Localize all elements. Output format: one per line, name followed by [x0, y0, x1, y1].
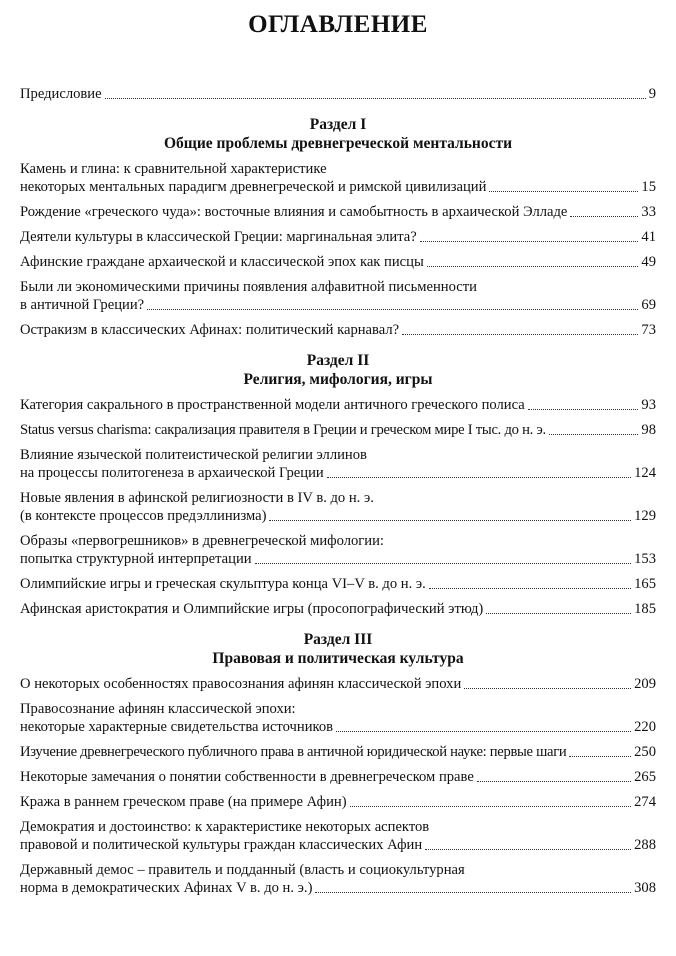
toc-entry[interactable] — [20, 278, 656, 314]
entry-line: Были ли экономическими причины появления алфавитной письменности — [20, 279, 477, 295]
section-subtitle: Религия, мифология, игры — [243, 371, 433, 388]
entry-line: Правосознание афинян классической эпохи: — [20, 701, 296, 717]
toc-entry[interactable] — [20, 446, 656, 482]
leader-dots — [569, 756, 631, 757]
section-subtitle: Общие проблемы древнегреческой ментальности — [163, 135, 513, 152]
entry-line: норма в демократических Афинах V в. до н. э.) — [20, 880, 313, 896]
page-number: 41 — [641, 229, 656, 245]
page-number: 265 — [634, 769, 656, 785]
entry-line: Кража в раннем греческом праве (на примере Афин) — [20, 794, 347, 810]
leader-dots — [147, 309, 638, 310]
leader-dots — [528, 409, 639, 410]
page-number: 49 — [641, 254, 656, 270]
entry-line: некоторых ментальных парадигм древнегреческой и римской цивилизаций — [20, 179, 487, 195]
section-heading: Раздел II — [306, 352, 370, 369]
toc-entry[interactable] — [20, 793, 656, 811]
leader-dots — [315, 892, 631, 893]
page-number: 93 — [641, 397, 656, 413]
leader-dots — [549, 434, 639, 435]
entry-line: Образы «первогрешников» в древнегреческой мифологии: — [20, 533, 384, 549]
page-number: 250 — [634, 744, 656, 760]
section-subtitle: Правовая и политическая культура — [212, 650, 464, 667]
toc-entry[interactable] — [20, 575, 656, 593]
entry-line: Афинские граждане архаической и классической эпох как писцы — [20, 254, 424, 270]
toc-entry[interactable] — [20, 489, 656, 525]
leader-dots — [350, 806, 632, 807]
entry-text: Предисловие — [20, 86, 102, 102]
leader-dots — [477, 781, 631, 782]
toc-entry[interactable] — [20, 396, 656, 414]
entry-line: Остракизм в классических Афинах: политический карнавал? — [20, 322, 400, 338]
toc-entry[interactable] — [20, 768, 656, 786]
page-number: 73 — [641, 322, 656, 338]
leader-dots — [105, 98, 646, 99]
toc-entry[interactable] — [20, 421, 656, 439]
toc-entry[interactable] — [20, 818, 656, 854]
entry-line: Новые явления в афинской религиозности в IV в. до н. э. — [20, 490, 374, 506]
leader-dots — [489, 191, 638, 192]
leader-dots — [464, 688, 631, 689]
page-number: 308 — [634, 880, 656, 896]
page-number: 15 — [641, 179, 656, 195]
toc-entry[interactable] — [20, 861, 656, 897]
toc-entry-preface[interactable] — [20, 85, 656, 103]
entry-line: на процессы политогенеза в архаической Греции — [20, 465, 324, 481]
page-number: 9 — [648, 86, 656, 102]
toc-entry[interactable] — [20, 700, 656, 736]
entry-line: Некоторые замечания о понятии собственности в древнегреческом праве — [20, 769, 474, 785]
page-number: 288 — [634, 837, 656, 853]
page-number: 98 — [641, 422, 656, 438]
page-number: 220 — [634, 719, 656, 735]
page-number: 165 — [634, 576, 656, 592]
page-number: 33 — [641, 204, 656, 220]
toc-entry[interactable] — [20, 675, 656, 693]
entry-line: Демократия и достоинство: к характеристике некоторых аспектов — [20, 819, 430, 835]
page-number: 129 — [634, 508, 656, 524]
leader-dots — [402, 334, 638, 335]
toc-entry[interactable] — [20, 228, 656, 246]
toc-entry[interactable] — [20, 203, 656, 221]
entry-line: правовой и политической культуры граждан классических Афин — [20, 837, 423, 853]
toc-entry[interactable] — [20, 532, 656, 568]
entry-line: Рождение «греческого чуда»: восточные влияния и самобытность в архаической Элладе — [20, 204, 568, 220]
entry-line: (в контексте процессов предэллинизма) — [20, 508, 267, 524]
page-title: ОГЛАВЛЕНИЕ — [248, 11, 428, 38]
toc-entry[interactable] — [20, 600, 656, 618]
entry-line: Камень и глина: к сравнительной характеристике — [20, 161, 327, 177]
section-heading: Раздел I — [309, 116, 367, 133]
leader-dots — [336, 731, 631, 732]
entry-line: некоторые характерные свидетельства источников — [20, 719, 334, 735]
leader-dots — [425, 849, 631, 850]
entry-line: Державный демос – правитель и подданный (власть и социокультурная — [20, 862, 465, 878]
entry-line: Афинская аристократия и Олимпийские игры (просопографический этюд) — [20, 601, 484, 617]
toc-entry[interactable] — [20, 743, 656, 761]
leader-dots — [486, 613, 631, 614]
page-number: 274 — [634, 794, 656, 810]
toc-entry[interactable] — [20, 253, 656, 271]
leader-dots — [255, 563, 632, 564]
leader-dots — [420, 241, 639, 242]
page-number: 69 — [641, 297, 656, 313]
entry-line: Status versus charisma: сакрализация правителя в Греции и греческом мире I тыс. до н. э. — [20, 422, 546, 438]
leader-dots — [269, 520, 631, 521]
toc-entry[interactable] — [20, 321, 656, 339]
entry-line: Деятели культуры в классической Греции: маргинальная элита? — [20, 229, 417, 245]
leader-dots — [327, 477, 631, 478]
entry-line: Влияние языческой политеистической религии эллинов — [20, 447, 367, 463]
entry-line: в античной Греции? — [20, 297, 145, 313]
page-number: 209 — [634, 676, 656, 692]
page-number: 124 — [634, 465, 656, 481]
page-number: 185 — [634, 601, 656, 617]
leader-dots — [427, 266, 639, 267]
leader-dots — [570, 216, 638, 217]
entry-line: О некоторых особенностях правосознания афинян классической эпохи — [20, 676, 462, 692]
entry-line: Изучение древнегреческого публичного права в античной юридической науке: первые шаги — [20, 744, 567, 760]
section-heading: Раздел III — [303, 631, 373, 648]
toc-entry[interactable] — [20, 160, 656, 196]
page-number: 153 — [634, 551, 656, 567]
entry-line: Категория сакрального в пространственной модели античного греческого полиса — [20, 397, 525, 413]
entry-line: Олимпийские игры и греческая скульптура конца VI–V в. до н. э. — [20, 576, 426, 592]
entry-line: попытка структурной интерпретации — [20, 551, 252, 567]
leader-dots — [429, 588, 631, 589]
